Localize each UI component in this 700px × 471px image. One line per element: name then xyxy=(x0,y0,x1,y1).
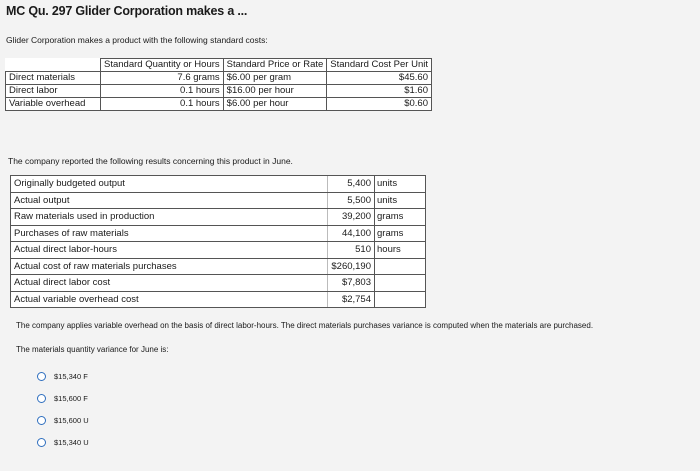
table-row xyxy=(6,98,432,111)
row-value: 5,400 xyxy=(328,176,375,193)
row-label: Raw materials used in production xyxy=(11,209,328,226)
answer-option[interactable] xyxy=(37,414,89,426)
option-label: $15,600 U xyxy=(54,415,89,425)
std-cost-cell: $1.60 xyxy=(327,85,432,98)
table-row xyxy=(11,176,426,193)
option-label: $15,340 U xyxy=(54,437,89,447)
row-value: 510 xyxy=(328,242,375,259)
header-std-cost: Standard Cost Per Unit xyxy=(327,59,432,72)
row-unit: grams xyxy=(375,225,426,242)
table-row xyxy=(11,192,426,209)
radio-button-icon[interactable] xyxy=(37,416,46,425)
row-value: 44,100 xyxy=(328,225,375,242)
row-unit: units xyxy=(375,176,426,193)
row-unit: units xyxy=(375,192,426,209)
row-value: $2,754 xyxy=(328,291,375,308)
row-label: Direct labor xyxy=(6,85,101,98)
answer-option[interactable] xyxy=(37,392,89,404)
option-label: $15,340 F xyxy=(54,371,88,381)
table-row xyxy=(6,85,432,98)
row-label: Actual direct labor-hours xyxy=(11,242,328,259)
answer-options xyxy=(37,370,89,458)
table-row xyxy=(11,275,426,292)
results-table xyxy=(10,175,426,308)
answer-option[interactable] xyxy=(37,370,89,382)
std-quantity-cell: 0.1 hours xyxy=(101,98,224,111)
row-value: 39,200 xyxy=(328,209,375,226)
radio-button-icon[interactable] xyxy=(37,372,46,381)
row-unit: hours xyxy=(375,242,426,259)
row-value: $260,190 xyxy=(328,258,375,275)
page-title: MC Qu. 297 Glider Corporation makes a ... xyxy=(6,4,248,18)
table-row xyxy=(11,242,426,259)
std-price-cell: $6.00 per hour xyxy=(223,98,327,111)
table-row xyxy=(11,225,426,242)
radio-button-icon[interactable] xyxy=(37,394,46,403)
row-label: Actual variable overhead cost xyxy=(11,291,328,308)
table-header-row xyxy=(6,59,432,72)
row-label: Actual direct labor cost xyxy=(11,275,328,292)
header-std-price: Standard Price or Rate xyxy=(223,59,327,72)
row-label: Actual cost of raw materials purchases xyxy=(11,258,328,275)
intro-text: Glider Corporation makes a product with the following standard costs: xyxy=(6,35,268,45)
row-unit xyxy=(375,291,426,308)
row-unit: grams xyxy=(375,209,426,226)
table-row xyxy=(6,72,432,85)
answer-option[interactable] xyxy=(37,436,89,448)
overhead-note: The company applies variable overhead on the basis of direct labor-hours. The direct materials purchases variance is computed when the materials are purchased. xyxy=(16,321,594,330)
standard-costs-table xyxy=(5,58,432,111)
std-cost-cell: $0.60 xyxy=(327,98,432,111)
row-value: $7,803 xyxy=(328,275,375,292)
std-quantity-cell: 7.6 grams xyxy=(101,72,224,85)
radio-button-icon[interactable] xyxy=(37,438,46,447)
row-label: Actual output xyxy=(11,192,328,209)
row-unit xyxy=(375,258,426,275)
std-price-cell: $6.00 per gram xyxy=(223,72,327,85)
header-std-quantity: Standard Quantity or Hours xyxy=(101,59,224,72)
row-label: Direct materials xyxy=(6,72,101,85)
row-label: Originally budgeted output xyxy=(11,176,328,193)
table-row xyxy=(11,258,426,275)
std-cost-cell: $45.60 xyxy=(327,72,432,85)
row-value: 5,500 xyxy=(328,192,375,209)
results-intro-text: The company reported the following results concerning this product in June. xyxy=(8,156,293,166)
option-label: $15,600 F xyxy=(54,393,88,403)
row-unit xyxy=(375,275,426,292)
table-row xyxy=(11,291,426,308)
row-label: Purchases of raw materials xyxy=(11,225,328,242)
header-blank-cell xyxy=(6,59,101,72)
std-price-cell: $16.00 per hour xyxy=(223,85,327,98)
std-quantity-cell: 0.1 hours xyxy=(101,85,224,98)
question-text: The materials quantity variance for June is: xyxy=(16,345,169,354)
table-row xyxy=(11,209,426,226)
row-label: Variable overhead xyxy=(6,98,101,111)
